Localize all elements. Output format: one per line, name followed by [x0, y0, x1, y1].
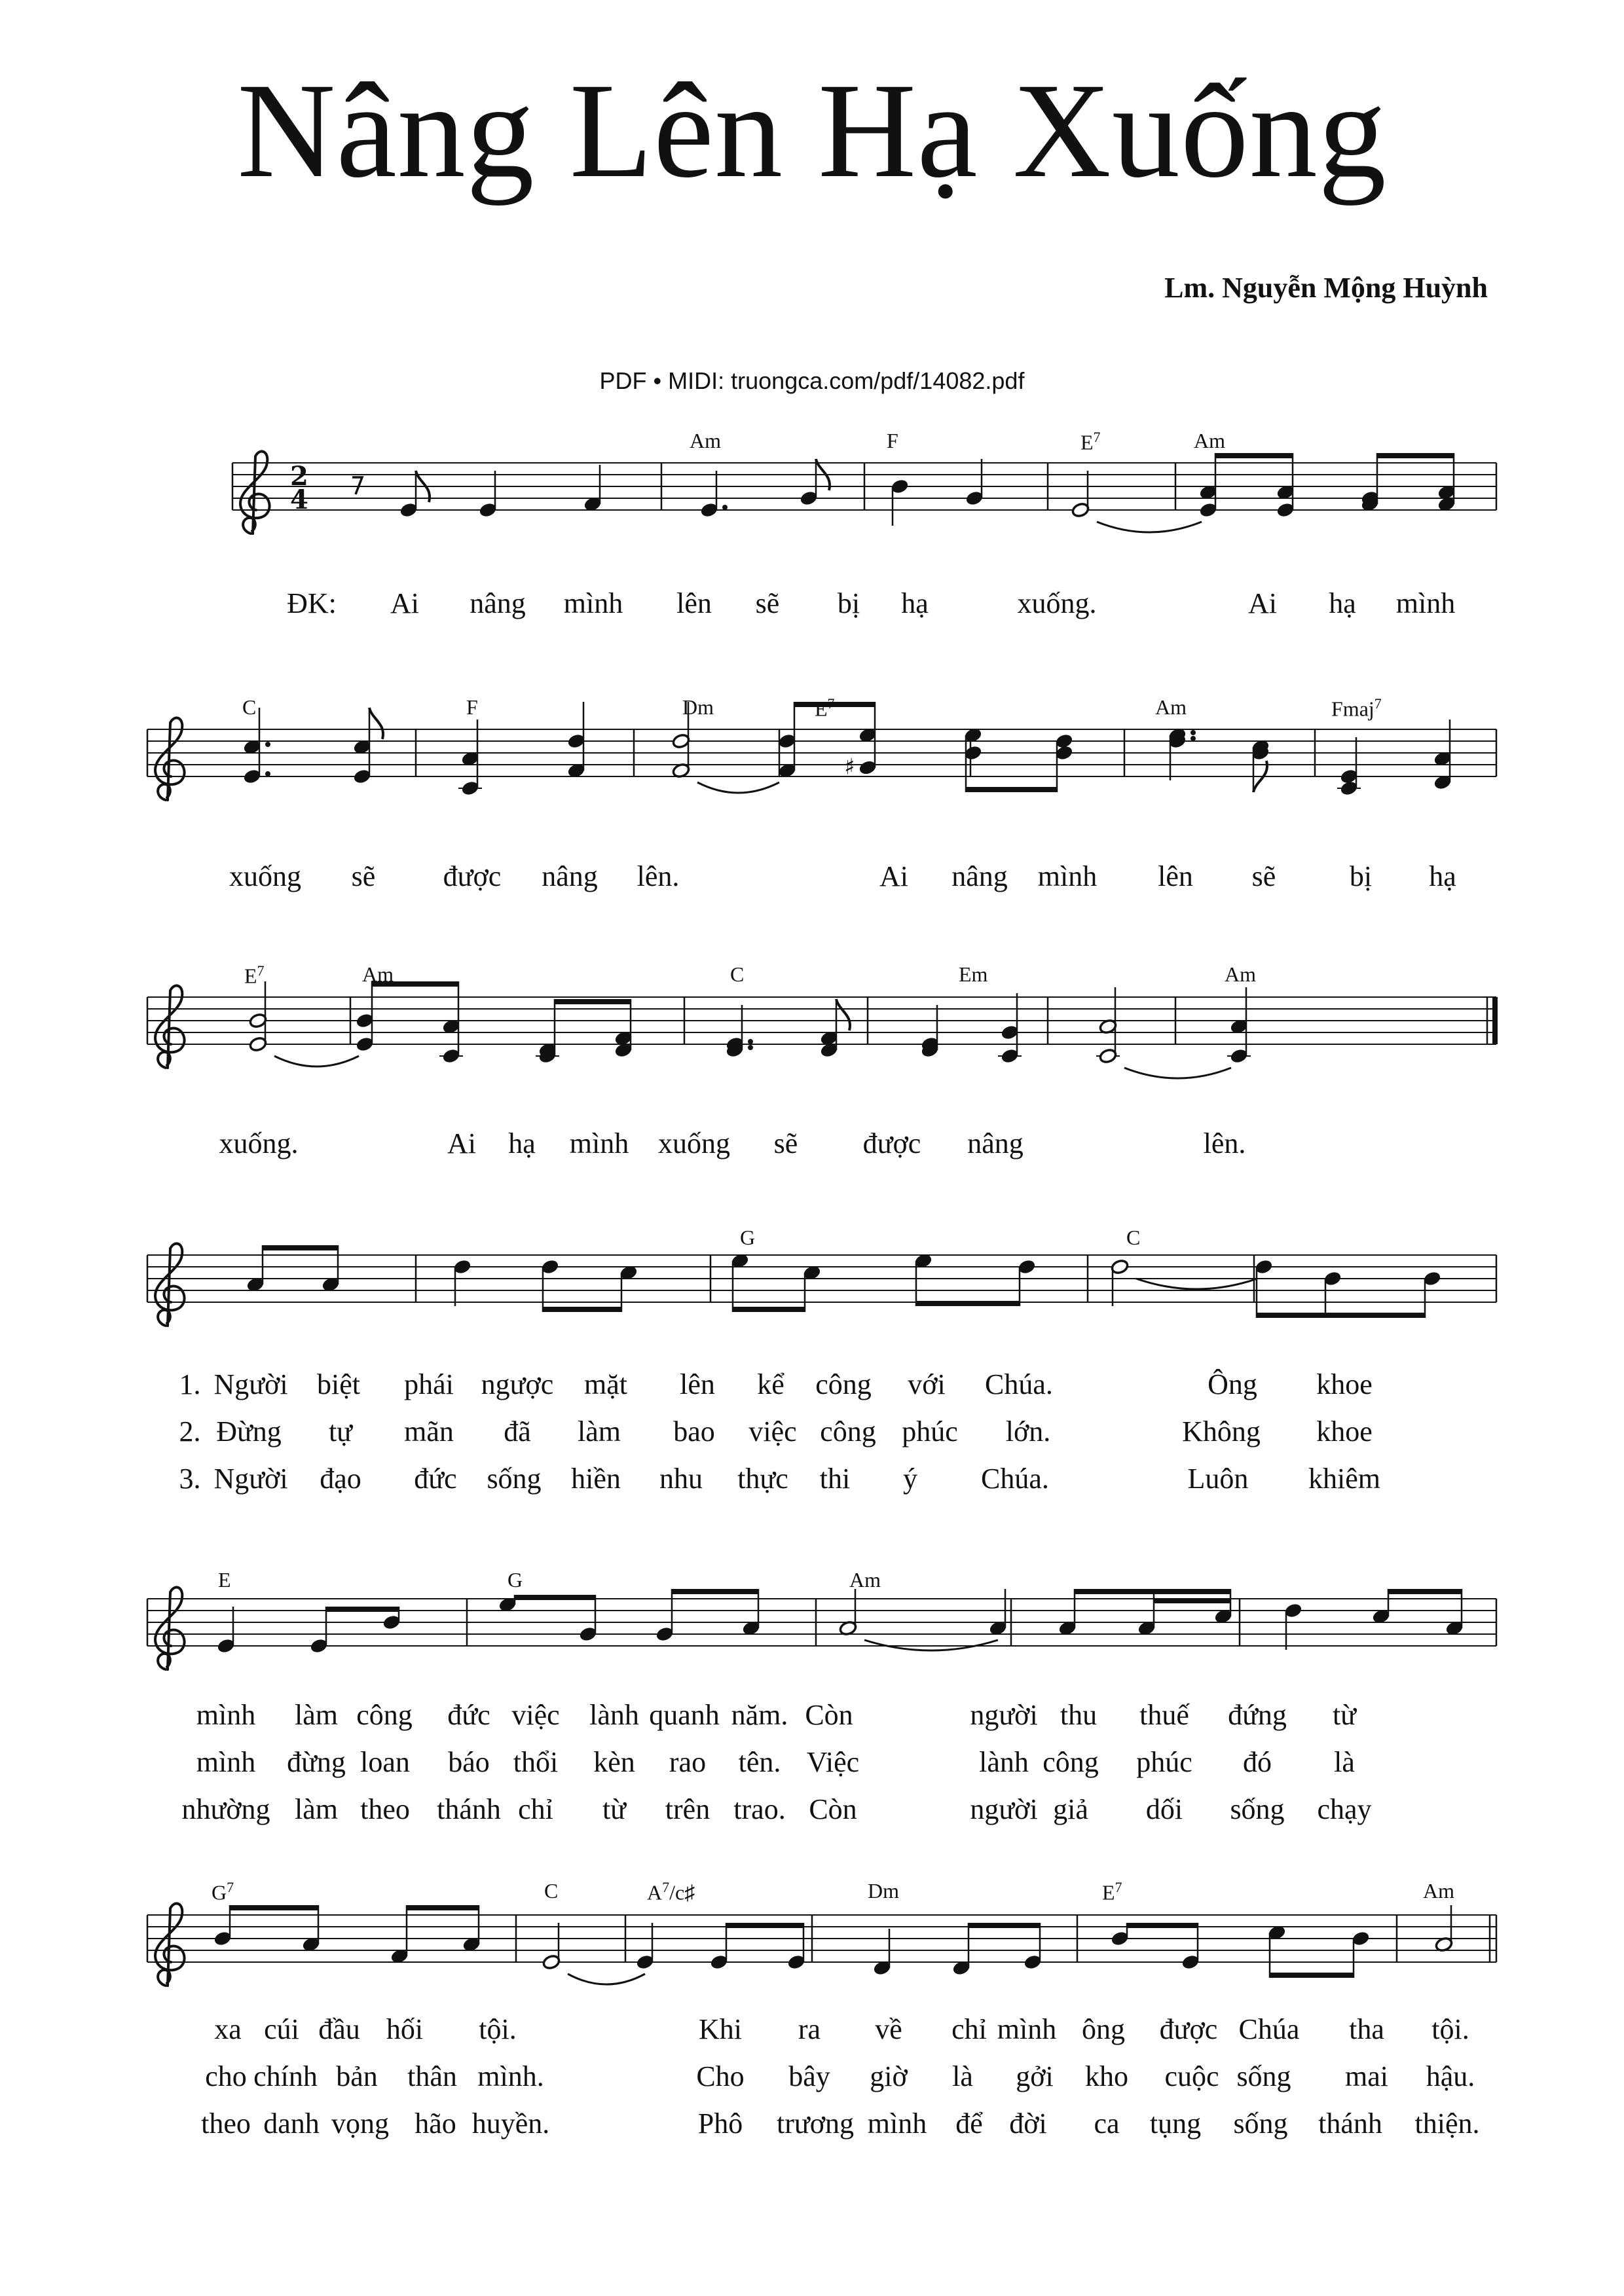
lyric-syllable: đó: [1243, 1746, 1272, 1778]
lyric-syllable: mình: [563, 587, 623, 619]
lyric-syllable: năm.: [731, 1699, 788, 1731]
lyric-syllable: lành: [589, 1699, 639, 1731]
lyric-syllable: mình: [569, 1127, 629, 1159]
chord-symbol: G: [740, 1226, 756, 1249]
chord-symbol: Am: [1423, 1879, 1454, 1903]
composer-credit: Lm. Nguyễn Mộng Huỳnh: [1164, 272, 1488, 304]
lyric-syllable: thực: [737, 1463, 788, 1495]
note-beam: [1377, 453, 1454, 458]
note-beam: [515, 1595, 595, 1600]
lyric-syllable: tha: [1349, 2013, 1384, 2045]
tie: [1124, 1068, 1231, 1078]
lyric-syllable: chỉ: [518, 1793, 553, 1825]
lyric-syllable: thân: [407, 2060, 457, 2092]
tie: [1136, 1279, 1257, 1289]
lyric-syllable: tên.: [738, 1746, 781, 1778]
lyric-syllable: về: [875, 2013, 902, 2045]
chord-symbol: C: [1126, 1226, 1141, 1249]
lyric-syllable: Người: [213, 1368, 288, 1400]
chord-symbol: Em: [959, 962, 988, 986]
lyric-syllable: xa: [214, 2013, 242, 2045]
lyric-syllable: nâng: [967, 1127, 1024, 1159]
lyric-syllable: sống: [1230, 1793, 1285, 1825]
lyric-syllable: được: [862, 1127, 921, 1159]
note-beam: [407, 1905, 479, 1910]
lyric-syllable: tụng: [1149, 2107, 1202, 2140]
chord-symbol: C: [730, 962, 745, 986]
time-signature-numerator: 2: [290, 461, 308, 492]
chord-symbol: F: [466, 695, 478, 719]
lyric-syllable: lên.: [637, 860, 680, 892]
note-beam: [672, 1589, 758, 1594]
lyric-syllable: cuộc: [1164, 2060, 1219, 2092]
lyric-syllable: Còn: [805, 1699, 853, 1731]
lyric-syllable: ra: [798, 2013, 821, 2045]
lyric-syllable: công: [820, 1415, 876, 1448]
note-beam: [555, 999, 631, 1004]
lyric-syllable: sống: [1233, 2107, 1288, 2140]
lyric-syllable: ông: [1082, 2013, 1125, 2045]
lyric-syllable: người: [970, 1699, 1038, 1731]
lyric-syllable: mình: [196, 1746, 256, 1778]
lyric-syllable: xuống.: [219, 1127, 299, 1159]
note-beam: [1127, 1923, 1198, 1928]
lyric-syllable: mình: [997, 2013, 1057, 2045]
lyric-syllable: là: [952, 2060, 973, 2092]
lyric-syllable: Phô: [697, 2107, 743, 2140]
lyric-syllable: mình: [1395, 587, 1456, 619]
lyric-syllable: bị: [1349, 860, 1373, 892]
lyric-syllable: lớn.: [1005, 1415, 1051, 1448]
lyric-syllable: Khi: [699, 2013, 742, 2045]
lyric-syllable: người: [970, 1793, 1038, 1825]
lyric-syllable: kể: [757, 1368, 784, 1400]
lyric-syllable: bao: [673, 1415, 715, 1448]
note-beam: [230, 1905, 318, 1910]
staff-system-3: [147, 981, 1498, 1078]
lyric-syllable: phái: [404, 1368, 454, 1400]
lyric-syllable: công: [1043, 1746, 1099, 1778]
lyric-syllable: hạ: [1429, 860, 1456, 892]
lyric-syllable: đứng: [1228, 1699, 1287, 1731]
lyric-syllable: Chúa.: [981, 1463, 1049, 1495]
lyric-syllable: tội.: [479, 2013, 517, 2045]
lyric-syllable: huyền.: [471, 2107, 550, 2140]
lyric-syllable: thánh: [1318, 2107, 1382, 2140]
note-beam: [1075, 1589, 1230, 1594]
lyric-syllable: đầu: [318, 2013, 360, 2045]
lyric-syllable: giả: [1053, 1793, 1088, 1825]
lyric-syllable: đời: [1009, 2107, 1047, 2140]
note-beam: [263, 1245, 338, 1250]
lyric-syllable: đức: [414, 1463, 457, 1495]
note-flag: [836, 999, 850, 1030]
lyric-syllable: xuống: [658, 1127, 730, 1159]
lyric-syllable: từ: [602, 1793, 627, 1825]
lyric-syllable: mặt: [584, 1368, 627, 1400]
lyric-syllable: trao.: [733, 1793, 786, 1825]
chord-symbol: Am: [362, 962, 394, 986]
chord-symbol: $A^7/c♯$: [647, 1879, 695, 1904]
lyric-syllable: Ai: [1248, 587, 1277, 619]
lyric-syllable: quanh: [649, 1699, 720, 1731]
lyric-syllable: việc: [511, 1699, 560, 1731]
treble-clef-icon: [240, 451, 270, 534]
treble-clef-icon: [155, 1587, 185, 1669]
lyric-syllable: ca: [1094, 2107, 1120, 2140]
lyric-syllable: mình: [1037, 860, 1098, 892]
lyric-syllable: trên: [665, 1793, 710, 1825]
lyric-syllable: sẽ: [351, 860, 376, 892]
lyric-syllable: thu: [1060, 1699, 1098, 1731]
chord-symbol: Am: [849, 1568, 881, 1592]
chord-symbol: C: [544, 1879, 559, 1903]
note-beam: [326, 1607, 399, 1612]
lyric-syllable: gởi: [1016, 2060, 1054, 2092]
note-beam: [1257, 1313, 1425, 1318]
lyric-syllable: lên: [1158, 860, 1193, 892]
chord-symbol: Fmaj$^7$: [1331, 695, 1382, 721]
lyric-syllable: kho: [1085, 2060, 1128, 2092]
lyric-syllable: trương: [777, 2107, 854, 2140]
lyric-syllable: chính: [253, 2060, 318, 2092]
chord-symbol: $G^7$: [212, 1879, 234, 1904]
lyric-syllable: khoe: [1316, 1415, 1373, 1448]
lyric-syllable: thánh: [437, 1793, 501, 1825]
lyric-syllable: lên: [680, 1368, 715, 1400]
lyric-syllable: sẽ: [755, 587, 780, 619]
lyric-syllable: nâng: [951, 860, 1008, 892]
lyric-syllable: Chúa.: [985, 1368, 1053, 1400]
lyric-syllable: đạo: [320, 1463, 361, 1495]
lyric-syllable: 1.: [179, 1368, 201, 1400]
lyric-syllable: bây: [788, 2060, 830, 2092]
time-signature-denominator: 4: [290, 484, 308, 515]
lyric-syllable: 3.: [179, 1463, 201, 1495]
lyric-syllable: lành: [979, 1746, 1029, 1778]
lyric-syllable: ý: [903, 1463, 917, 1495]
lyric-syllable: lên: [676, 587, 712, 619]
lyric-syllable: nâng: [470, 587, 526, 619]
chord-symbol: E: [218, 1568, 231, 1592]
lyric-syllable: đức: [447, 1699, 490, 1731]
lyric-syllable: nâng: [542, 860, 598, 892]
chord-symbol: $E^7$: [244, 962, 265, 988]
lyric-syllable: thi: [819, 1463, 851, 1495]
source-link[interactable]: PDF • MIDI: truongca.com/pdf/14082.pdf: [599, 367, 1025, 394]
staff-system-1: [232, 451, 1496, 534]
lyric-syllable: hạ: [1329, 587, 1356, 619]
lyric-syllable: hạ: [901, 587, 929, 619]
staff-system-4: [147, 1243, 1496, 1326]
lyric-syllable: xuống.: [1017, 587, 1097, 619]
lyric-syllable: theo: [360, 1793, 410, 1825]
lyric-syllable: Ai: [879, 860, 908, 892]
lyric-syllable: mình: [867, 2107, 927, 2140]
chord-symbol: G: [507, 1568, 523, 1592]
chord-symbol: Am: [1225, 962, 1256, 986]
lyric-syllable: giờ: [870, 2060, 908, 2092]
note-beam: [1270, 1973, 1354, 1978]
note-beam: [966, 787, 1057, 792]
lyric-syllable: mình.: [477, 2060, 544, 2092]
lyric-syllable: theo: [201, 2107, 251, 2140]
lyric-syllable: loan: [360, 1746, 410, 1778]
treble-clef-icon: [155, 1243, 185, 1326]
lyric-syllable: việc: [748, 1415, 797, 1448]
lyric-syllable: Cho: [696, 2060, 745, 2092]
lyric-syllable: Ai: [447, 1127, 476, 1159]
lyric-syllable: Ông: [1208, 1368, 1257, 1400]
lyric-syllable: báo: [448, 1746, 490, 1778]
lyric-syllable: Việc: [806, 1746, 860, 1778]
lyric-syllable: tội.: [1431, 2013, 1469, 2045]
lyric-syllable: Đừng: [216, 1415, 282, 1448]
lyric-syllable: hậu.: [1426, 2060, 1475, 2092]
lyric-syllable: là: [1334, 1746, 1355, 1778]
lyric-syllable: bản: [336, 2060, 378, 2092]
note-beam: [1215, 453, 1293, 458]
lyric-syllable: chỉ: [951, 2013, 987, 2045]
note-beam: [726, 1923, 803, 1928]
lyric-syllable: để: [955, 2107, 983, 2140]
lyric-syllable: ĐK:: [287, 587, 337, 619]
tie: [274, 1056, 359, 1066]
lyric-syllable: khoe: [1316, 1368, 1373, 1400]
treble-clef-icon: [155, 1903, 185, 1986]
lyric-syllable: sẽ: [773, 1127, 798, 1159]
chord-symbol: Dm: [682, 695, 714, 719]
staff-system-5: [147, 1587, 1496, 1669]
note-beam: [916, 1301, 1020, 1306]
lyric-syllable: Người: [213, 1463, 288, 1495]
note-beam: [733, 1307, 805, 1312]
chord-symbol: F: [887, 429, 898, 452]
lyric-syllable: Luôn: [1187, 1463, 1249, 1495]
lyric-syllable: thổi: [513, 1746, 559, 1778]
lyric-syllable: mình: [196, 1699, 256, 1731]
chord-symbol: Am: [690, 429, 721, 452]
lyric-syllable: phúc: [902, 1415, 958, 1448]
chord-symbol: $E^7$: [815, 695, 835, 721]
lyric-syllable: hiền: [571, 1463, 621, 1495]
lyric-syllable: thiện.: [1414, 2107, 1480, 2140]
chord-symbol: $E^7$: [1102, 1879, 1122, 1904]
lyric-syllable: nhường: [181, 1793, 270, 1825]
lyric-syllable: cúi: [264, 2013, 299, 2045]
lyric-syllable: danh: [263, 2107, 320, 2140]
lyric-syllable: sống: [1236, 2060, 1291, 2092]
tie: [568, 1974, 645, 1984]
lyric-syllable: đừng: [287, 1746, 346, 1778]
lyric-syllable: công: [356, 1699, 413, 1731]
lyric-syllable: nhu: [659, 1463, 703, 1495]
final-barline: [1492, 997, 1498, 1044]
staff-system-6: [147, 1903, 1496, 1986]
lyric-syllable: sống: [487, 1463, 542, 1495]
chord-symbol: Am: [1155, 695, 1187, 719]
lyric-syllable: đã: [504, 1415, 531, 1448]
treble-clef-icon: [155, 718, 185, 800]
note-beam: [1388, 1589, 1462, 1594]
lyric-syllable: Chúa: [1238, 2013, 1300, 2045]
lyric-syllable: mãn: [404, 1415, 454, 1448]
lyric-syllable: biệt: [317, 1368, 360, 1400]
lyric-syllable: được: [443, 860, 502, 892]
lyric-syllable: với: [908, 1368, 946, 1400]
lyric-syllable: 2.: [179, 1415, 201, 1448]
lyric-syllable: kèn: [593, 1746, 635, 1778]
lyric-syllable: cho: [205, 2060, 247, 2092]
chord-symbol: C: [242, 695, 257, 719]
lyric-syllable: hối: [386, 2013, 424, 2045]
song-title: Nâng Lên Hạ Xuống: [237, 55, 1387, 206]
tie: [697, 782, 779, 793]
note-flag: [369, 708, 383, 739]
lyric-syllable: dối: [1145, 1793, 1183, 1825]
note-beam: [969, 1923, 1040, 1928]
lyric-syllable: lên.: [1203, 1127, 1246, 1159]
note-beam: [543, 1307, 621, 1312]
lyric-syllable: thuế: [1139, 1699, 1189, 1731]
lyric-syllable: chạy: [1317, 1793, 1372, 1825]
chord-symbol: Am: [1194, 429, 1225, 452]
lyric-syllable: Không: [1182, 1415, 1261, 1448]
lyric-syllable: xuống: [229, 860, 301, 892]
lyric-syllable: Ai: [390, 587, 419, 619]
lyric-syllable: từ: [1332, 1699, 1357, 1731]
note-beam: [1154, 1598, 1230, 1603]
lyric-syllable: tự: [328, 1415, 353, 1448]
lyric-syllable: hão: [415, 2107, 456, 2140]
lyric-syllable: làm: [295, 1699, 338, 1731]
lyric-syllable: làm: [578, 1415, 621, 1448]
lyric-syllable: mai: [1345, 2060, 1388, 2092]
chord-symbol: $E^7$: [1080, 429, 1101, 454]
chord-symbol: Dm: [868, 1879, 899, 1903]
lyric-syllable: công: [815, 1368, 872, 1400]
lyric-syllable: hạ: [508, 1127, 536, 1159]
lyric-syllable: vọng: [331, 2107, 389, 2140]
lyric-syllable: ngược: [481, 1368, 554, 1400]
treble-clef-icon: [155, 985, 185, 1068]
lyric-syllable: khiêm: [1308, 1463, 1380, 1495]
lyric-syllable: bị: [837, 587, 860, 619]
lyric-syllable: Còn: [809, 1793, 857, 1825]
lyric-syllable: rao: [669, 1746, 707, 1778]
lyric-syllable: được: [1159, 2013, 1218, 2045]
sharp-accidental: ♯: [844, 754, 855, 780]
tie: [1097, 522, 1202, 532]
lyric-syllable: sẽ: [1251, 860, 1276, 892]
lyric-syllable: làm: [295, 1793, 338, 1825]
lyric-syllable: phúc: [1136, 1746, 1192, 1778]
